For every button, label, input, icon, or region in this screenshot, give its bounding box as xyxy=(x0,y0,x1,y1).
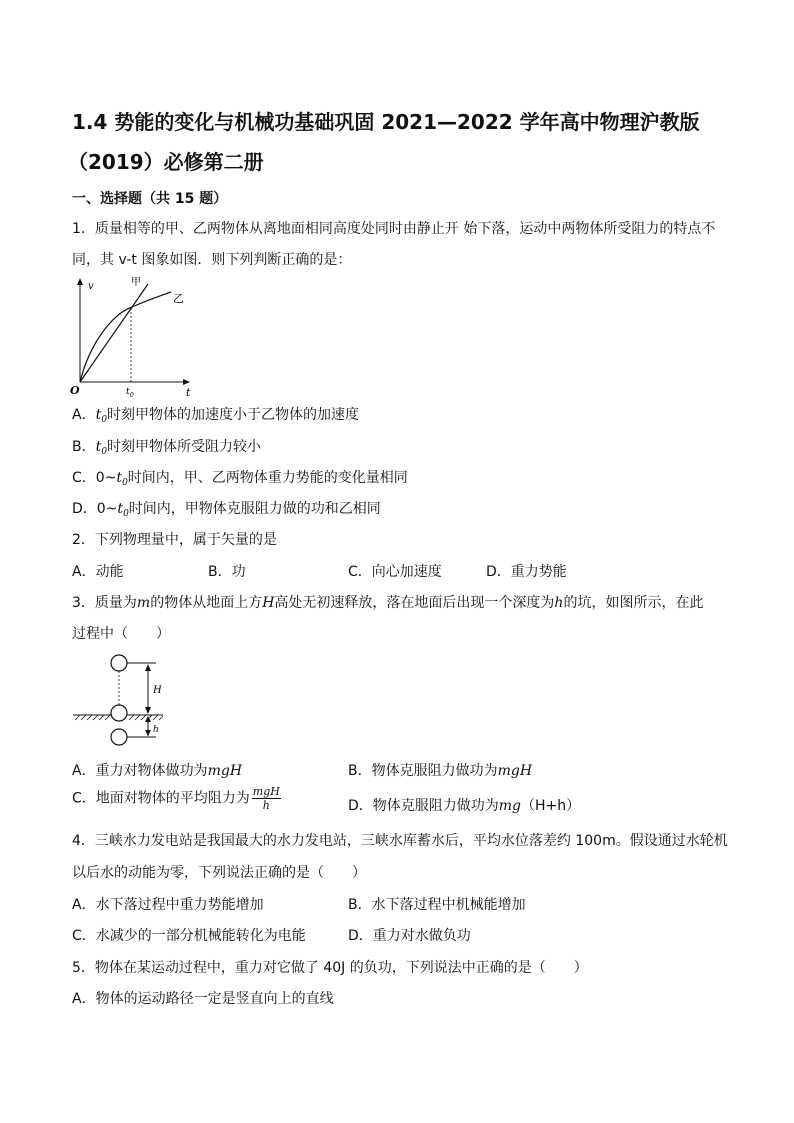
option-letter: A． xyxy=(72,407,96,423)
H-symbol: H xyxy=(262,595,275,611)
option-letter: D．0~ xyxy=(72,501,118,517)
q4-option-d[interactable]: D．重力对水做负功 xyxy=(348,928,471,944)
label-v: v xyxy=(88,281,94,292)
option-letter: B． xyxy=(72,439,96,455)
text: 高处无初速释放，落在地面后出现一个深度为 xyxy=(274,595,555,611)
label-h: h xyxy=(153,725,159,735)
m-symbol: m xyxy=(136,595,151,611)
text: 的坑，如图所示，在此 xyxy=(563,595,704,611)
subscript: 0 xyxy=(123,509,129,519)
label-t: t xyxy=(186,386,191,399)
fraction-denominator: h xyxy=(262,799,270,812)
option-text: 时间内，甲物体克服阻力做的功和乙相同 xyxy=(128,501,381,517)
label-H: H xyxy=(153,685,162,696)
q1-option-a[interactable] xyxy=(72,404,359,425)
subscript: 0 xyxy=(101,447,107,457)
q4-stem-line1: 4．三峡水力发电站是我国最大的水力发电站，三峡水库蓄水后，平均水位落差约 100m。假设通过水轮机 xyxy=(72,833,728,849)
formula-tail: （H+h） xyxy=(521,798,581,814)
ball-ground xyxy=(111,705,127,721)
label-yi: 乙 xyxy=(173,292,184,305)
line-jia xyxy=(80,284,148,382)
text: 的物体从地面上方 xyxy=(150,595,263,611)
option-text: 时刻甲物体所受阻力较小 xyxy=(106,439,261,455)
q2-option-b[interactable]: B．功 xyxy=(208,564,246,580)
q4-stem-line2: 以后水的动能为零，下列说法正确的是（ ） xyxy=(72,865,366,881)
q1-stem-line1: 1．质量相等的甲、乙两物体从离地面相同高度处同时由静止开 始下落，运动中两物体所受阻力的特点不 xyxy=(72,221,716,237)
page-title-line2: （2019）必修第二册 xyxy=(68,150,264,174)
q3-stem-line1 xyxy=(72,592,703,612)
t-symbol: t xyxy=(117,501,124,517)
curve-yi xyxy=(80,292,171,382)
q3-option-d[interactable] xyxy=(348,795,580,815)
q1-option-b[interactable] xyxy=(72,436,261,457)
q2-option-d[interactable]: D．重力势能 xyxy=(486,564,567,580)
formula: mgH xyxy=(497,763,533,779)
option-text: A．重力对物体做功为 xyxy=(72,763,208,779)
option-text: 时刻甲物体的加速度小于乙物体的加速度 xyxy=(106,407,359,423)
q3-option-b[interactable] xyxy=(348,760,532,780)
option-text: B．物体克服阻力做功为 xyxy=(348,763,498,779)
label-t0-sub: 0 xyxy=(130,392,134,399)
q1-option-c[interactable] xyxy=(72,467,408,488)
formula: mg xyxy=(498,798,522,814)
q4-option-a[interactable]: A．水下落过程中重力势能增加 xyxy=(72,897,264,913)
ball-bottom xyxy=(111,729,127,745)
q3-stem-line2: 过程中（ ） xyxy=(72,626,170,642)
text: 3．质量为 xyxy=(72,595,137,611)
subscript: 0 xyxy=(122,478,128,488)
q3-option-a[interactable] xyxy=(72,760,242,780)
t-symbol: t xyxy=(95,439,102,455)
t-symbol: t xyxy=(116,470,123,486)
v-axis-arrow xyxy=(77,278,83,285)
q2-option-c[interactable]: C．向心加速度 xyxy=(348,564,442,580)
h-symbol: h xyxy=(554,595,564,611)
q3-figure xyxy=(70,648,170,746)
subscript: 0 xyxy=(101,415,107,425)
fraction xyxy=(252,785,281,812)
option-text: C．地面对物体的平均阻力为 xyxy=(72,790,250,807)
label-jia: 甲 xyxy=(131,277,141,288)
fraction-numerator: mgH xyxy=(252,785,280,798)
label-o: O xyxy=(70,384,80,397)
q2-stem: 2．下列物理量中，属于矢量的是 xyxy=(72,532,277,548)
q2-option-a[interactable]: A．动能 xyxy=(72,564,124,580)
q5-option-a[interactable]: A．物体的运动路径一定是竖直向上的直线 xyxy=(72,991,334,1007)
t-axis-arrow xyxy=(183,379,190,385)
page-title-line1: 1.4 势能的变化与机械功基础巩固 2021—2022 学年高中物理沪教版 xyxy=(72,110,700,134)
ball-top xyxy=(111,655,127,671)
q3-option-c[interactable] xyxy=(72,785,281,812)
t-symbol: t xyxy=(95,407,102,423)
q4-option-c[interactable]: C．水减少的一部分机械能转化为电能 xyxy=(72,928,306,944)
option-text: D．物体克服阻力做功为 xyxy=(348,798,499,814)
option-letter: C．0~ xyxy=(72,470,117,486)
q5-stem: 5．物体在某运动过程中，重力对它做了 40J 的负功，下列说法中正确的是（ ） xyxy=(72,960,588,976)
q1-stem-line2: 同，其 v-t 图象如图．则下列判断正确的是： xyxy=(72,252,352,268)
q1-vt-graph xyxy=(68,272,198,400)
q4-option-b[interactable]: B．水下落过程中机械能增加 xyxy=(348,897,526,913)
section-heading: 一、选择题（共 15 题） xyxy=(72,191,228,207)
formula: mgH xyxy=(207,763,243,779)
option-text: 时间内，甲、乙两物体重力势能的变化量相同 xyxy=(127,470,408,486)
q1-option-d[interactable] xyxy=(72,498,381,519)
label-t0: t xyxy=(126,387,130,397)
